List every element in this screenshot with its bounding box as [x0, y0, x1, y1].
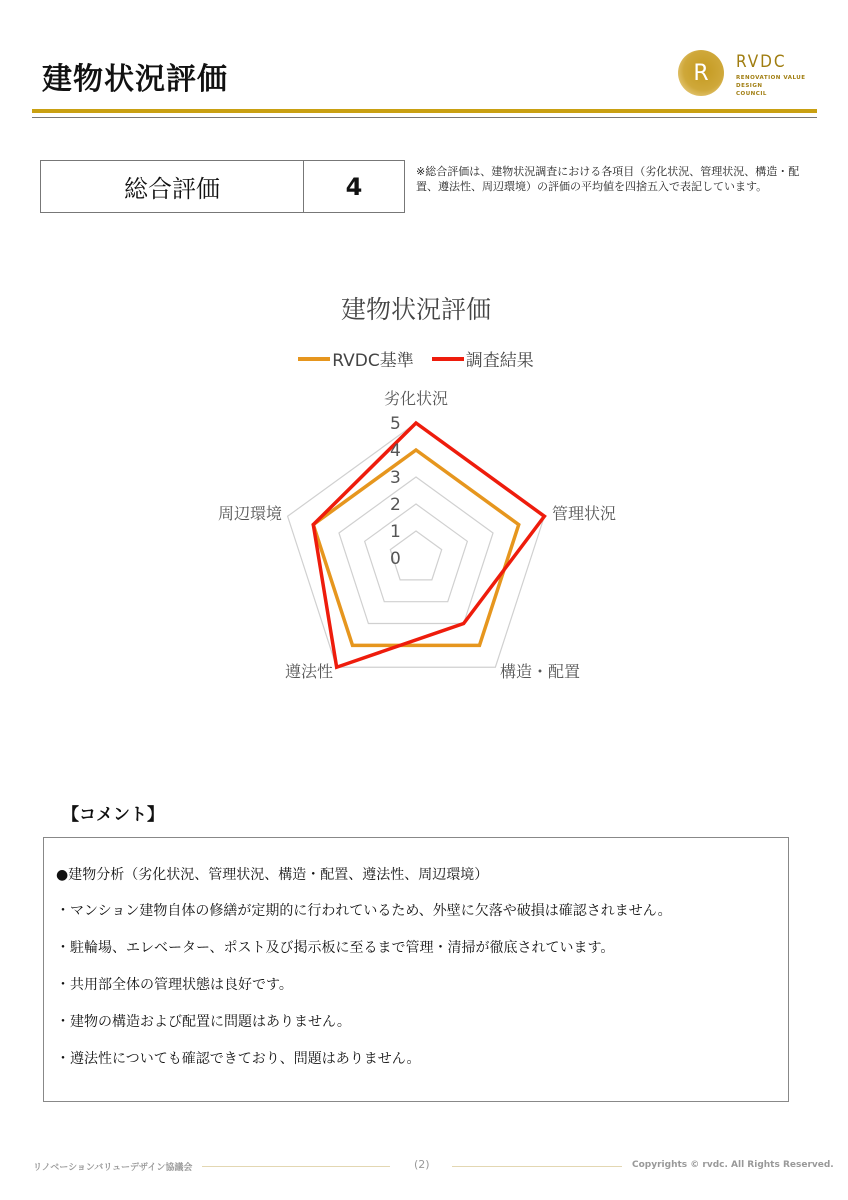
logo-subtitle-line2: COUNCIL — [736, 91, 767, 97]
header-divider-gold — [32, 109, 817, 113]
comment-line: ・マンション建物自体の修繕が定期的に行われているため、外壁に欠落や破損は確認されません。 — [56, 903, 672, 919]
chart-title: 建物状況評価 — [340, 295, 491, 324]
overall-score-note: ※総合評価は、建物状況調査における各項目（劣化状況、管理状況、構造・配置、遵法性、周辺環境）の評価の平均値を四捨五入で表記しています。 — [416, 165, 800, 193]
logo-mark-icon — [678, 50, 724, 96]
footer-organization: リノベーションバリューデザイン協議会 — [33, 1163, 193, 1173]
rvdc-logo — [678, 50, 828, 100]
radar-grid — [288, 423, 545, 667]
radar-tick-label: 1 — [390, 522, 401, 542]
radar-category-label: 周辺環境 — [217, 504, 282, 523]
comment-line: ・共用部全体の管理状態は良好です。 — [56, 977, 293, 993]
logo-letter: R — [693, 60, 709, 86]
footer-divider-left — [202, 1166, 390, 1167]
radar-grid-ring — [288, 423, 545, 667]
header-divider-gray — [32, 117, 817, 118]
comment-line: ・建物の構造および配置に問題はありません。 — [56, 1014, 351, 1030]
radar-tick-label: 2 — [390, 495, 401, 515]
radar-category-label: 管理状況 — [552, 504, 617, 523]
comment-heading: 【コメント】 — [62, 805, 164, 825]
chart-legend — [0, 346, 832, 371]
comment-line: ・遵法性についても確認できており、問題はありません。 — [56, 1051, 421, 1067]
footer — [0, 1158, 848, 1174]
overall-score-label: 総合評価 — [41, 161, 304, 212]
overall-score-box — [40, 160, 405, 213]
comment-line: ・駐輪場、エレベーター、ポスト及び掲示板に至るまで管理・清掃が徹底されています。 — [56, 940, 615, 956]
radar-tick-label: 5 — [390, 414, 401, 434]
radar-chart — [0, 380, 848, 700]
radar-grid-ring — [365, 504, 468, 602]
radar-tick-label: 4 — [390, 441, 401, 461]
legend-label-rvdc: RVDC基準 — [332, 351, 414, 371]
radar-category-labels — [218, 389, 616, 681]
page-title: 建物状況評価 — [42, 62, 228, 97]
radar-category-label: 構造・配置 — [500, 662, 581, 681]
radar-tick-label: 3 — [390, 468, 401, 488]
comment-line: ●建物分析（劣化状況、管理状況、構造・配置、遵法性、周辺環境） — [56, 867, 489, 883]
legend-swatch-survey-icon — [432, 357, 464, 361]
radar-series — [313, 423, 544, 667]
legend-item-rvdc — [298, 346, 413, 371]
logo-name: RVDC — [736, 52, 787, 72]
legend-item-survey — [432, 346, 534, 371]
logo-subtitle — [736, 74, 828, 98]
comment-box — [43, 837, 789, 1102]
legend-swatch-rvdc-icon — [298, 357, 330, 361]
legend-label-survey: 調査結果 — [465, 351, 534, 371]
footer-divider-right — [452, 1166, 622, 1167]
logo-subtitle-line1: RENOVATION VALUE DESIGN — [736, 75, 806, 89]
radar-tick-label: 0 — [390, 549, 401, 569]
overall-score-value: 4 — [345, 172, 363, 201]
radar-category-label: 劣化状況 — [383, 389, 449, 408]
radar-category-label: 遵法性 — [284, 662, 333, 681]
page-number: (2) — [414, 1158, 430, 1171]
footer-copyright: Copyrights © rvdc. All Rights Reserved. — [632, 1160, 834, 1170]
